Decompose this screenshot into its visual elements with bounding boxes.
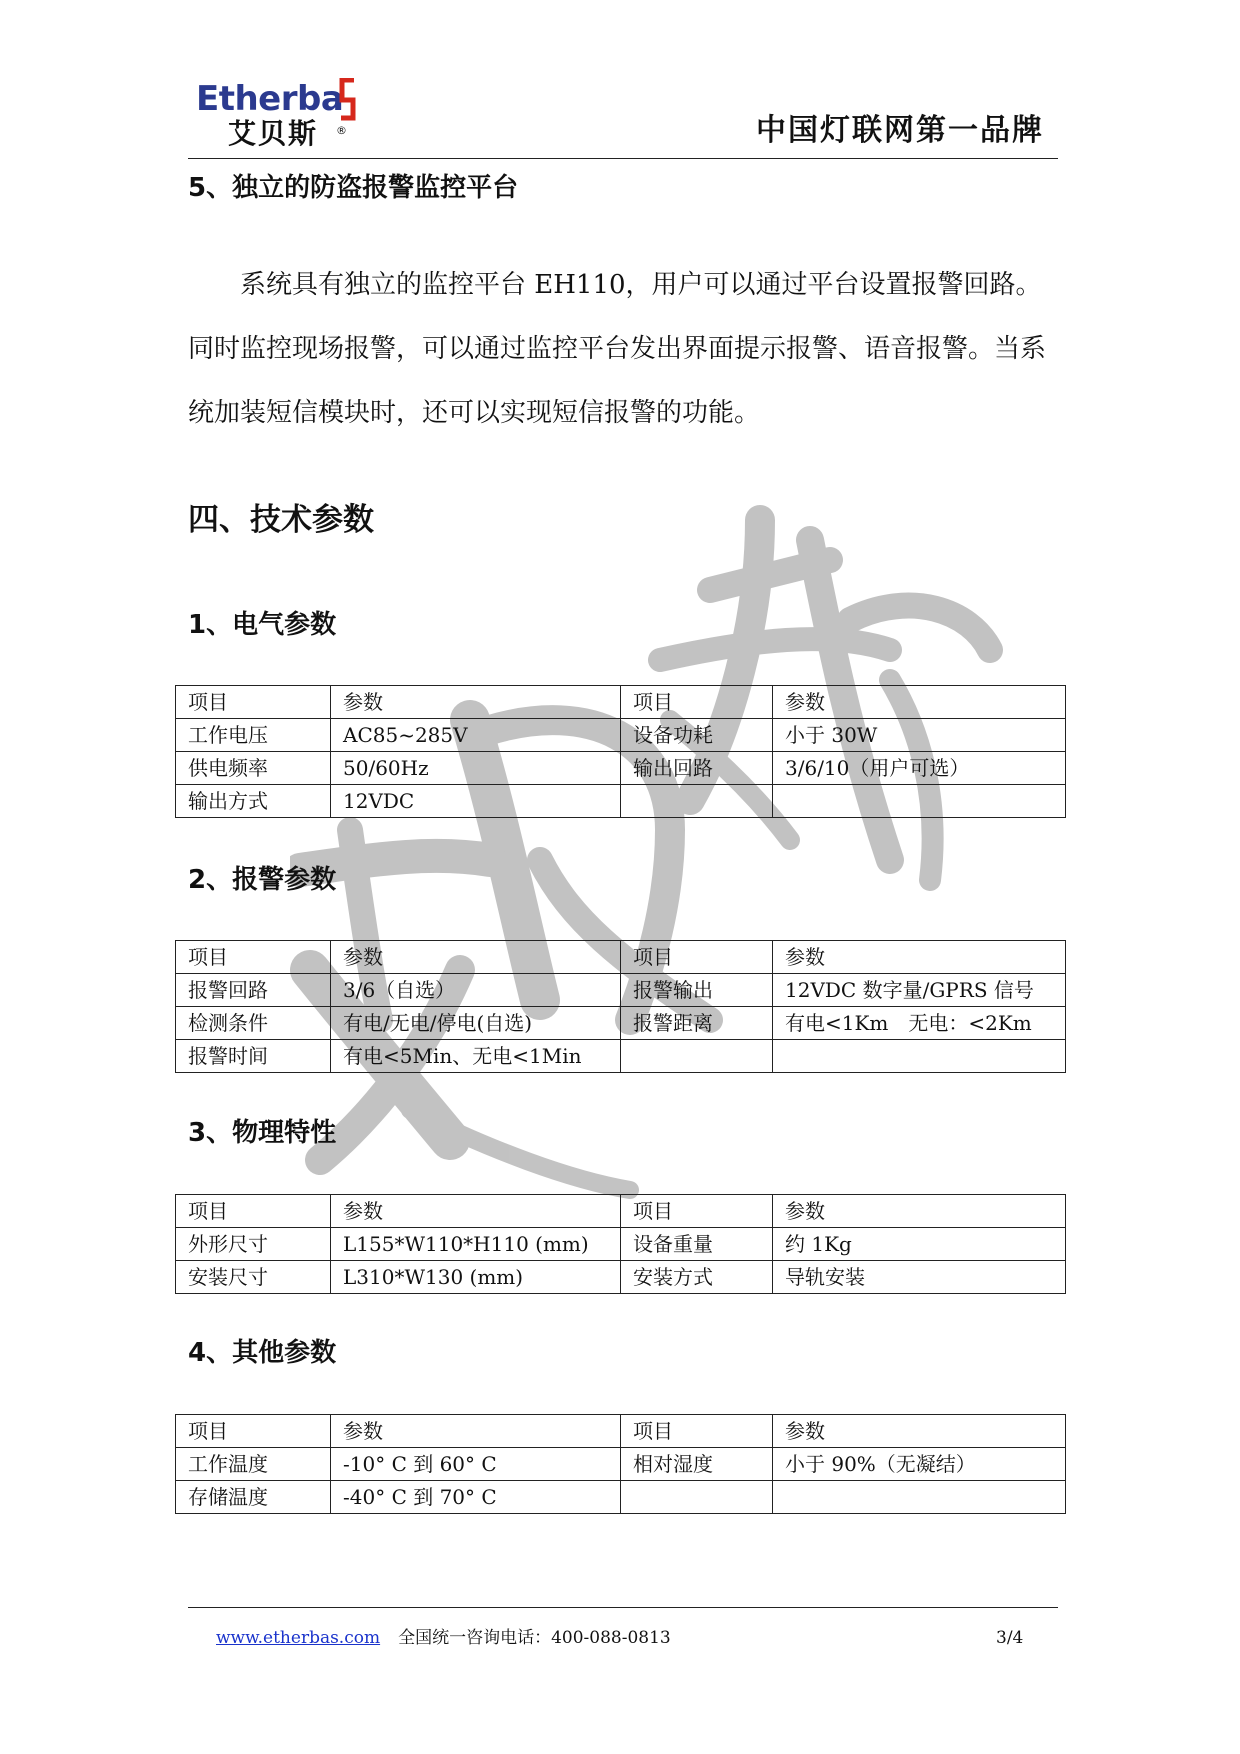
table-cell: 12VDC 数字量/GPRS 信号 — [773, 974, 1066, 1007]
electrical-params-heading: 1、电气参数 — [188, 610, 337, 640]
table-row — [176, 1040, 1066, 1073]
table-cell: 小于 90%（无凝结） — [773, 1448, 1066, 1481]
table-header-row — [176, 1415, 1066, 1448]
table-header-row — [176, 1195, 1066, 1228]
table-cell: 有电/无电/停电(自选) — [331, 1007, 621, 1040]
table-cell: 项目 — [176, 941, 331, 974]
physical-params-heading: 3、物理特性 — [188, 1118, 337, 1148]
table-cell: 有电<5Min、无电<1Min — [331, 1040, 621, 1073]
table-cell: 工作温度 — [176, 1448, 331, 1481]
hotline-text: 全国统一咨询电话：400-088-0813 — [398, 1628, 671, 1648]
table-row — [176, 1007, 1066, 1040]
alarm-params-table — [175, 940, 1066, 1073]
table-cell: 项目 — [621, 1415, 773, 1448]
table-cell: 12VDC — [331, 785, 621, 818]
registered-mark: ® — [336, 124, 347, 137]
page-number: 3/4 — [996, 1628, 1024, 1648]
table-cell: 参数 — [331, 1195, 621, 1228]
table-cell: 供电频率 — [176, 752, 331, 785]
logo-s-mark-icon — [338, 78, 358, 124]
logo-latin-text: Etherba — [196, 79, 344, 119]
header-slogan: 中国灯联网第一品牌 — [756, 113, 1044, 148]
alarm-params-heading: 2、报警参数 — [188, 865, 337, 895]
table-cell: 有电<1Km 无电：<2Km — [773, 1007, 1066, 1040]
table-cell — [621, 1040, 773, 1073]
brand-watermark — [290, 500, 1050, 1200]
physical-params-table — [175, 1194, 1066, 1294]
table-row — [176, 1481, 1066, 1514]
table-cell: 安装方式 — [621, 1261, 773, 1294]
table-cell: 参数 — [773, 941, 1066, 974]
table-cell: 参数 — [331, 1415, 621, 1448]
table-cell: -40° C 到 70° C — [331, 1481, 621, 1514]
table-cell — [773, 1481, 1066, 1514]
header-divider — [188, 158, 1058, 159]
table-cell: 项目 — [176, 1415, 331, 1448]
footer-divider — [188, 1607, 1058, 1608]
table-cell: 项目 — [176, 1195, 331, 1228]
table-cell: 相对湿度 — [621, 1448, 773, 1481]
table-row — [176, 785, 1066, 818]
table-cell — [621, 785, 773, 818]
table-cell — [621, 1481, 773, 1514]
table-header-row — [176, 686, 1066, 719]
table-cell: 约 1Kg — [773, 1228, 1066, 1261]
table-cell — [773, 1040, 1066, 1073]
table-cell: 检测条件 — [176, 1007, 331, 1040]
table-cell: 参数 — [331, 941, 621, 974]
table-cell: 报警输出 — [621, 974, 773, 1007]
alarm-platform-paragraph — [188, 253, 1058, 445]
table-cell: 报警时间 — [176, 1040, 331, 1073]
section-heading-tech-params: 四、技术参数 — [188, 502, 374, 538]
table-row — [176, 1261, 1066, 1294]
table-header-row — [176, 941, 1066, 974]
table-cell: 设备重量 — [621, 1228, 773, 1261]
table-cell: 输出方式 — [176, 785, 331, 818]
table-cell: 参数 — [773, 686, 1066, 719]
table-row — [176, 974, 1066, 1007]
table-cell — [773, 785, 1066, 818]
table-cell: 项目 — [176, 686, 331, 719]
table-cell: 安装尺寸 — [176, 1261, 331, 1294]
table-cell: 小于 30W — [773, 719, 1066, 752]
table-cell: 导轨安装 — [773, 1261, 1066, 1294]
table-cell: 输出回路 — [621, 752, 773, 785]
other-params-heading: 4、其他参数 — [188, 1338, 337, 1368]
table-cell: 3/6（自选） — [331, 974, 621, 1007]
table-cell: 项目 — [621, 941, 773, 974]
table-cell: 3/6/10（用户可选） — [773, 752, 1066, 785]
table-cell: 参数 — [773, 1415, 1066, 1448]
table-cell: AC85~285V — [331, 719, 621, 752]
paragraph-text: 系统具有独立的监控平台 EH110，用户可以通过平台设置报警回路。同时监控现场报警，可以通过监控平台发出界面提示报警、语音报警。当系统加装短信模块时，还可以实现短信报警的功能。 — [188, 270, 1047, 428]
company-logo — [196, 79, 366, 158]
website-link[interactable]: www.etherbas.com — [216, 1628, 381, 1648]
table-cell: 报警距离 — [621, 1007, 773, 1040]
electrical-params-table — [175, 685, 1066, 818]
table-cell: 项目 — [621, 686, 773, 719]
table-row — [176, 1448, 1066, 1481]
table-cell: 参数 — [773, 1195, 1066, 1228]
table-row — [176, 1228, 1066, 1261]
section-heading-alarm-platform: 5、独立的防盗报警监控平台 — [188, 173, 519, 203]
footer — [216, 1630, 671, 1647]
table-cell: 50/60Hz — [331, 752, 621, 785]
other-params-table — [175, 1414, 1066, 1514]
table-cell: 存储温度 — [176, 1481, 331, 1514]
table-cell: 参数 — [331, 686, 621, 719]
table-cell: 外形尺寸 — [176, 1228, 331, 1261]
table-cell: L310*W130 (mm) — [331, 1261, 621, 1294]
table-row — [176, 719, 1066, 752]
table-cell: 工作电压 — [176, 719, 331, 752]
table-cell: 项目 — [621, 1195, 773, 1228]
table-row — [176, 752, 1066, 785]
table-cell: -10° C 到 60° C — [331, 1448, 621, 1481]
table-cell: 设备功耗 — [621, 719, 773, 752]
table-cell: 报警回路 — [176, 974, 331, 1007]
logo-chinese-text: 艾贝斯 — [228, 117, 319, 150]
table-cell: L155*W110*H110 (mm) — [331, 1228, 621, 1261]
